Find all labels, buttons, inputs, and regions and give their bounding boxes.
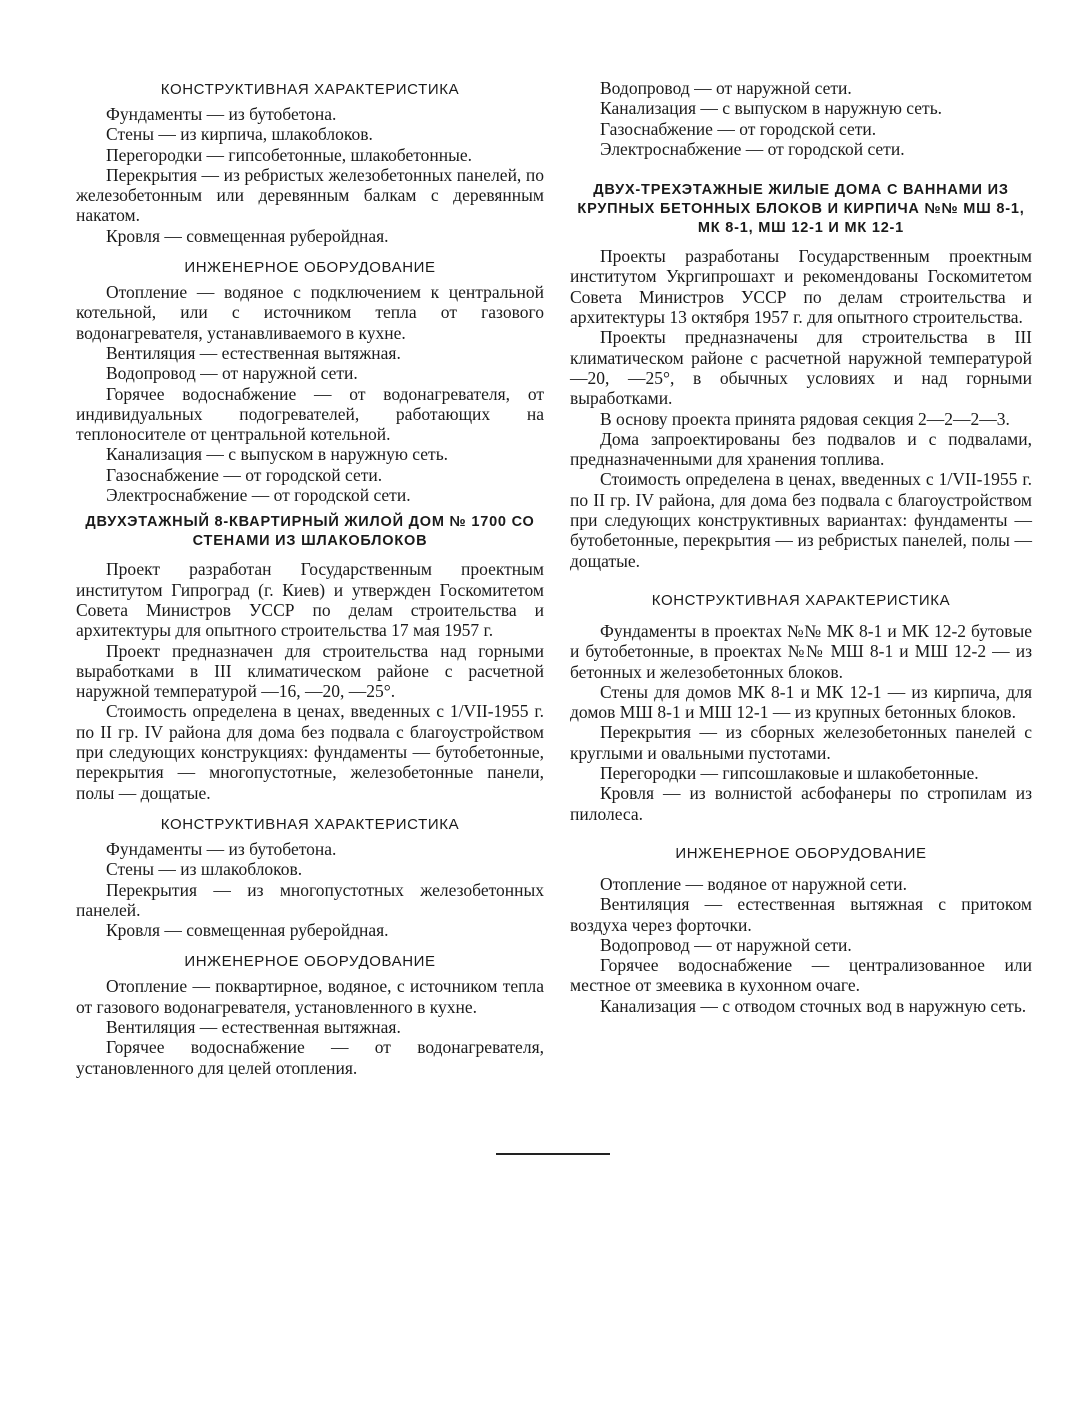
paragraph: В основу проекта принята рядовая секция 2—2—2—3. bbox=[600, 408, 1010, 429]
list-item: Горячее водоснабжение — от водонагревателя, установленного для целей отопления. bbox=[76, 1037, 544, 1078]
list-item: Кровля — совмещенная руберойдная. bbox=[106, 920, 389, 941]
list-item: Вентиляция — естественная вытяжная с притоком воздуха через форточки. bbox=[570, 894, 1032, 935]
list-item: Канализация — с выпуском в наружную сеть. bbox=[106, 444, 449, 465]
end-rule bbox=[496, 1153, 610, 1155]
list-item: Перегородки — гипсошлаковые и шлакобетонные. bbox=[600, 763, 979, 784]
section-title: ИНЖЕНЕРНОЕ ОБОРУДОВАНИЕ bbox=[184, 953, 436, 971]
list-item: Канализация — с выпуском в наружную сеть. bbox=[600, 98, 943, 119]
list-item: Отопление — поквартирное, водяное, с источником тепла от газового водонагревателя, установленного в кухне. bbox=[76, 976, 544, 1017]
list-item: Отопление — водяное с подключением к центральной котельной, или с источником тепла от газового водонагревателя, устанавливаемого в кухне. bbox=[76, 282, 544, 343]
list-item: Канализация — с отводом сточных вод в наружную сеть. bbox=[600, 995, 1027, 1016]
right-column bbox=[570, 78, 1032, 1016]
list-item: Перекрытия — из многопустотных железобетонных панелей. bbox=[76, 879, 544, 920]
list-item: Фундаменты — из бутобетона. bbox=[106, 838, 337, 859]
list-item: Перекрытия — из ребристых железобетонных панелей, по железобетонным или деревянным балкам с деревянным накатом. bbox=[76, 164, 544, 226]
list-item: Перегородки — гипсобетонные, шлакобетонные. bbox=[106, 144, 473, 165]
list-item: Водопровод — от наружной сети. bbox=[106, 363, 358, 384]
list-item: Горячее водоснабжение — централизованное или местное от змеевика в кухонном очаге. bbox=[570, 955, 1032, 996]
paragraph: Дома запроектированы без подвалов и с подвалами, предназначенными для хранения топлива. bbox=[570, 428, 1032, 470]
list-item: Газоснабжение — от городской сети. bbox=[600, 118, 877, 139]
list-item: Газоснабжение — от городской сети. bbox=[106, 464, 383, 485]
paragraph: Проекты разработаны Государственным проектным институтом Укргипрошахт и рекомендованы Госкомитетом Совета Министров УССР по делам строительства и архитектуры 13 октября 1957 г. для опытного строительства. bbox=[570, 246, 1032, 328]
list-item: Стены — из кирпича, шлакоблоков. bbox=[106, 124, 373, 145]
list-item: Перекрытия — из сборных железобетонных панелей с круглыми и овальными пустотами. bbox=[570, 722, 1032, 763]
article-heading: ДВУХ-ТРЕХЭТАЖНЫЕ ЖИЛЫЕ ДОМА С ВАННАМИ ИЗ КРУПНЫХ БЕТОННЫХ БЛОКОВ И КИРПИЧА №№ МШ 8-1, МК 8-1, МШ 12-1 И МК 12-1 bbox=[577, 182, 1025, 237]
list-item: Стены — из шлакоблоков. bbox=[106, 859, 303, 880]
list-item: Фундаменты — из бутобетона. bbox=[106, 104, 337, 124]
list-item: Электроснабжение — от городской сети. bbox=[600, 138, 905, 159]
list-item: Отопление — водяное от наружной сети. bbox=[600, 873, 908, 894]
list-item: Стены для домов МК 8-1 и МК 12-1 — из кирпича, для домов МШ 8-1 и МШ 12-1 — из крупных бетонных блоков. bbox=[570, 681, 1032, 723]
paragraph: Проект предназначен для строительства над горными выработками в III климатическом районе с расчетной наружной температурой —16, —20, —25°. bbox=[76, 640, 544, 702]
section-title: КОНСТРУКТИВНАЯ ХАРАКТЕРИСТИКА bbox=[160, 81, 460, 98]
paragraph: Проекты предназначены для строительства в III климатическом районе с расчетной наружной температурой —20, —25°, в обычных условиях и над горными выработками. bbox=[570, 327, 1032, 409]
list-item: Водопровод — от наружной сети. bbox=[600, 78, 852, 98]
list-item: Кровля — совмещенная руберойдная. bbox=[106, 225, 389, 246]
section-title: КОНСТРУКТИВНАЯ ХАРАКТЕРИСТИКА bbox=[651, 591, 951, 609]
list-item: Водопровод — от наружной сети. bbox=[600, 934, 852, 955]
list-item: Вентиляция — естественная вытяжная. bbox=[106, 342, 401, 363]
list-item: Электроснабжение — от городской сети. bbox=[106, 485, 411, 506]
left-column bbox=[76, 74, 544, 1078]
paragraph: Стоимость определена в ценах, введенных с 1/VII-1955 г. по II гр. IV района для дома без подвала с благоустройством при следующих конструкциях: фундаменты — бутобетонные, перекрытия — многопустотные, железобетонные панели, полы — дощатые. bbox=[76, 701, 544, 803]
list-item: Фундаменты в проектах №№ МК 8-1 и МК 12-2 бутовые и бутобетонные, в проектах №№ МШ 8-1 и МШ 12-2 — из бетонных и железобетонных блоков. bbox=[570, 620, 1032, 682]
article-heading: ДВУХЭТАЖНЫЙ 8-КВАРТИРНЫЙ ЖИЛОЙ ДОМ № 1700 СО СТЕНАМИ ИЗ ШЛАКОБЛОКОВ bbox=[85, 514, 535, 550]
paragraph: Проект разработан Государственным проектным институтом Гипроград (г. Киев) и утвержден Госкомитетом Совета Министров УССР по делам строительства и архитектуры для опытного строительства 17 мая 1957 г. bbox=[76, 559, 544, 641]
list-item: Горячее водоснабжение — от водонагревателя, от индивидуальных подогревателей, работающих на теплоносителе от центральной котельной. bbox=[76, 383, 544, 445]
section-title: ИНЖЕНЕРНОЕ ОБОРУДОВАНИЕ bbox=[675, 844, 927, 862]
paragraph: Стоимость определена в ценах, введенных с 1/VII-1955 г. по II гр. IV района, для дома без подвала с благоустройством при следующих конструктивных вариантах: фундаменты — бутобетонные, перекрытия — из ребристых панелей, полы — дощатые. bbox=[570, 469, 1032, 571]
list-item: Вентиляция — естественная вытяжная. bbox=[106, 1016, 401, 1037]
section-title: ИНЖЕНЕРНОЕ ОБОРУДОВАНИЕ bbox=[184, 259, 436, 277]
section-title: КОНСТРУКТИВНАЯ ХАРАКТЕРИСТИКА bbox=[160, 815, 460, 833]
list-item: Кровля — из волнистой асбофанеры по стропилам из пилолеса. bbox=[570, 783, 1032, 824]
